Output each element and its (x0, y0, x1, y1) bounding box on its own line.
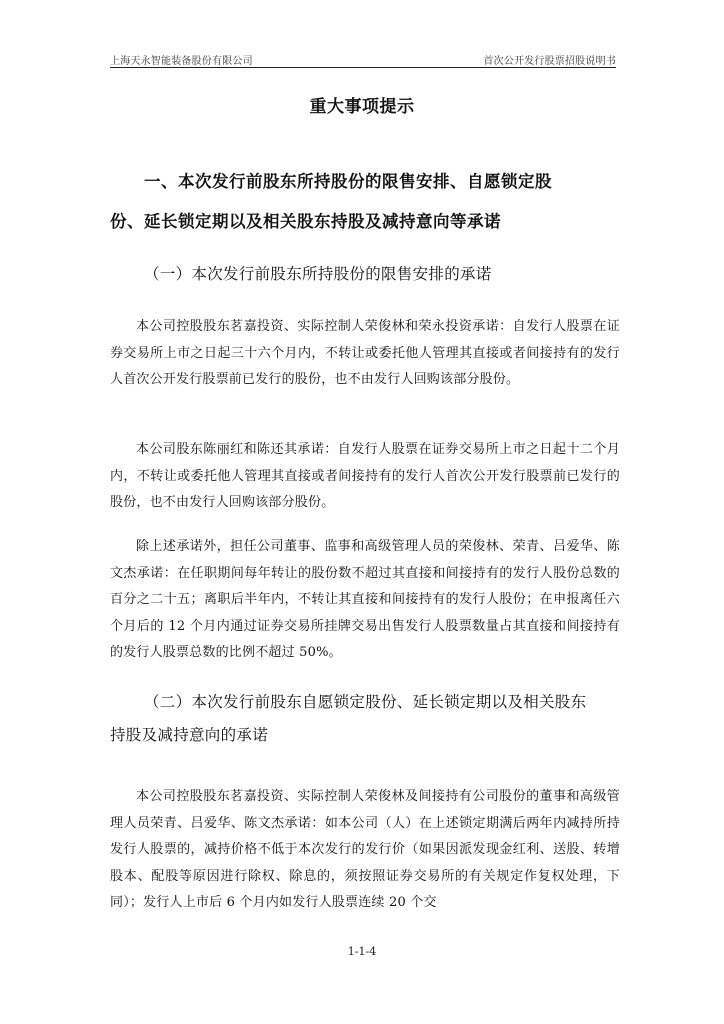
paragraph-4: 本公司控股股东茗嘉投资、实际控制人荣俊林及间接持有公司股份的董事和高级管理人员荣青、吕爱华、陈文杰承诺：如本公司（人）在上述锁定期满后两年内减持所持发行人股票的，减持价格不低于本次发行的发行价（如果因派发现金红利、送股、转增股本、配股等原因进行除权、除息的，须按照证券交易所的有关规定作复权处理，下同）；发行人上市后 6 个月内如发行人股票连续 20 个交 (110, 789, 620, 910)
subsection-heading-2 (110, 686, 620, 752)
page-header (110, 50, 616, 68)
subsection-heading-1: （一）本次发行前股东所持股份的限售安排的承诺 (144, 265, 492, 283)
header-company-name: 上海天永智能装备股份有限公司 (110, 56, 253, 67)
header-document-name: 首次公开发行股票招股说明书 (483, 56, 616, 67)
page-number: 1-1-4 (347, 945, 377, 958)
subsection-heading-2-line1: （二）本次发行前股东自愿锁定股份、延长锁定期以及相关股东 (144, 693, 587, 711)
subsection-heading-2-line2: 持股及减持意向的承诺 (110, 726, 269, 744)
paragraph-2: 本公司股东陈丽红和陈还其承诺：自发行人股票在证券交易所上市之日起十二个月内，不转让或委托他人管理其直接或者间接持有的发行人首次公开发行股票前已发行的股份，也不由发行人回购该部分股份。 (110, 442, 620, 510)
paragraph-1: 本公司控股股东茗嘉投资、实际控制人荣俊林和荣永投资承诺：自发行人股票在证券交易所上市之日起三十六个月内，不转让或委托他人管理其直接或者间接持有的发行人首次公开发行股票前已发行的股份，也不由发行人回购该部分股份。 (110, 319, 620, 387)
section-heading-1-line2: 份、延长锁定期以及相关股东持股及减持意向等承诺 (110, 212, 501, 231)
section-heading-1 (110, 162, 620, 242)
paragraph-3: 除上述承诺外，担任公司董事、监事和高级管理人员的荣俊林、荣青、吕爱华、陈文杰承诺：在任职期间每年转让的股份数不超过其直接和间接持有的发行人股份总数的百分之二十五；离职后半年内，不转让其直接和间接持有的发行人股份；在申报离任六个月后的 12 个月内通过证券交易所挂牌交易出售发行人股票数量占其直接和间接持有的发行人股票总数的比例不超过 50%。 (110, 539, 620, 660)
section-heading-1-line1: 一、本次发行前股东所持股份的限售安排、自愿锁定股 (144, 172, 552, 191)
header-divider (110, 67, 616, 68)
page-title: 重大事项提示 (309, 97, 415, 117)
